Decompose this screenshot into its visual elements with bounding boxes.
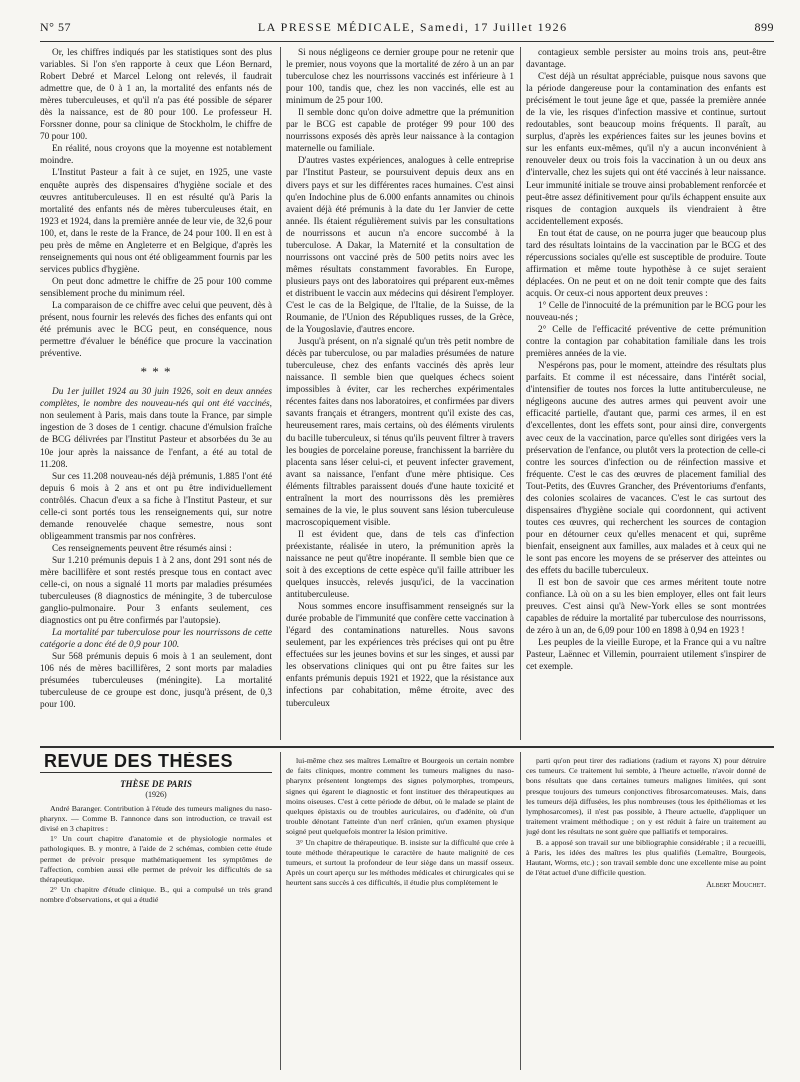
paragraph: L'Institut Pasteur a fait à ce sujet, en 1925, une vaste enquête auprès des dispensaires d'hygiène sociale et des œuvres antituberculeuses. Il en est résulté qu'à Paris la mortalité des enfants nés de mères tuberculeuses était, en 1923 et 1924, dans la première année de leur vie, de 32,6 pour 100, et, dans le reste de la France, de 24 pour 100. Il en est à peu près de même en Angleterre et en Belgique, d'après les renseignements qui nous ont été obligeamment fournis par les services publics d'hygiène. [40,168,272,275]
paragraph: Il est évident que, dans de tels cas d'infection préexistante, réalisée in utero, la prémunition après la naissance ne peut qu'être inopérante. Il semble bien que ce soit à des exceptions de cette espèce qu'il faille attribuer les quelques insuccès, relevés jusqu'ici, de la vaccination antituberculeuse. [286,529,514,601]
section-rule [40,746,774,748]
paragraph: En réalité, nous croyons que la moyenne est notablement moindre. [40,144,272,167]
paragraph [40,386,272,470]
paragraph: Sur 568 prémunis depuis 6 mois à 1 an seulement, dont 106 nés de mères bacillifères, 2 sont morts par maladies présumées tuberculeuses (méningite). La mortalité tuberculeuse de ce groupe est donc, jusqu'à présent, de 0,3 pour 100. [40,652,272,711]
column-divider [520,752,521,1070]
paragraph: B. a apposé son travail sur une bibliographie considérable ; il a recueilli, à Paris, les idées des maîtres les plus qualifiés (Lemaître, Bourgeois, Hautant, Worms, etc.) ; son travail semble donc une excellente mise au point de l'état actuel d'une difficile question. [526,837,766,878]
paragraph: Or, les chiffres indiqués par les statistiques sont des plus variables. Si l'on s'en rapporte à ceux que Léon Bernard, Robert Debré et Marcel Lelong ont relevés, il faudrait admettre que, de 0 à 1 an, la mortalité des enfants nés de mères tuberculeuses, et qu'il n'a pas été possible de séparer dès la naissance, est de 80 pour 100. Le professeur H. Forssner donne, pour sa clinique de Stockholm, le chiffre de 70 pour 100. [40,48,272,143]
paragraph: lui-même chez ses maîtres Lemaître et Bourgeois un certain nombre de faits cliniques, montre comment les tumeurs malignes du naso-pharynx présentent longtemps des signes polymorphes, trompeurs, signes qui égarent le diagnostic et font instituer des thérapeutiques au moins oiseuses. C'est à cette période de début, où le malade se plaint de quelques épistaxis ou de troubles auriculaires, ou d'adénite, où d'un trouble dénotant l'atteinte d'un nerf crânien, qu'un examen physique soigné peut quelquefois montrer la lésion primitive. [286,756,514,837]
paragraph: Sur 1.210 prémunis depuis 1 à 2 ans, dont 291 sont nés de mère bacillifère et sont restés presque tous en contact avec celle-ci, on nous a signalé 11 morts par maladies présumées tuberculeuses (8 diagnostics de méningite, 3 de tuberculose ganglio-pulmonaire. Pour 3 enfants seulement, ces diagnostics ont pu être confirmés par l'autopsie). [40,555,272,627]
thesis-subtitle: THÈSE DE PARIS [120,779,192,790]
paragraph: En tout état de cause, on ne pourra juger que beaucoup plus tard des résultats lointains de la vaccination par le BCG et des répercussions sociales qu'elle est susceptible de produire. Toute affirmation et même toute hypothèse à ce sujet seraient déplacées. On ne peut et on ne doit tenir compte que des faits acquis. Or ceux-ci nous apportent deux preuves : [526,228,766,299]
paragraph: Sur ces 11.208 nouveau-nés déjà prémunis, 1.885 l'ont été depuis 6 mois à 2 ans et ont pu être individuellement contrôlés. Chacun d'eux a sa fiche à l'Institut Pasteur, et sur celle-ci sont portés tous les renseignements qui, sur notre demande renouvelée chaque semestre, nous sont obligeamment transmis par nos confrères. [40,471,272,542]
paragraph: 1° Celle de l'innocuité de la prémunition par le BCG pour les nouveau-nés ; [526,300,766,324]
paragraph: 3° Un chapitre de thérapeutique. B. insiste sur la difficulté que crée à toute méthode thérapeutique le caractère de haute malignité de ces tumeurs, et surtout la profondeur de leur siège dans un massif osseux. Après un court aperçu sur les méthodes médicales et chirurgicales qui se heurtent sans succès à ces difficultés, il étudie plus complètement le [286,837,514,888]
issue-number: N° 57 [40,20,71,34]
theses-column-2 [286,756,514,1070]
paragraph: 1° Un court chapitre d'anatomie et de physiologie normales et pathologiques. B. y montre, à l'aide de 2 schémas, combien cette étude permet de prévoir presque mathématiquement les symptômes de l'affection, combien aussi elle permet de prévoir les difficultés de sa thérapeutique. [40,834,272,885]
article-column-3 [526,47,766,740]
paragraph: Il est bon de savoir que ces armes méritent toute notre confiance. Là où on a su les bien employer, elles ont fait leurs preuves. C'est ainsi qu'à New-York elles se sont montrées capables de réduire la mortalité par tuberculose des nourrissons, de zéro à un an, de 6,09 pour 100 en 1898 à 0,94 en 1923 ! [526,578,766,637]
paragraph: 2° Celle de l'efficacité préventive de cette prémunition contre la contagion par cohabitation familiale dans les trois premières années de la vie. [526,325,766,360]
paragraph-text: non seulement à Paris, mais dans toute la France, par simple ingestion de 3 doses de 1 centigr. chacune d'émulsion fraîche de BCG délivrées par l'Institut Pasteur et absorbées du 3e au 10e jour après la naissance de l'enfant, a été au total de 11.208. [40,411,272,470]
journal-title: LA PRESSE MÉDICALE, Samedi, 17 Juillet 1926 [257,20,568,34]
paragraph-italic: Du 1er juillet 1924 au 30 juin 1926, soit en deux années complètes, le nombre des nouveau-nés qui ont été vaccinés, [40,387,272,410]
theses-column-3 [526,756,766,1070]
column-divider [280,47,281,740]
article-column-2 [286,47,514,740]
paragraph: contagieux semble persister au moins trois ans, peut-être davantage. [526,48,766,71]
section-title: REVUE DES THÈSES [44,752,234,771]
paragraph: D'autres vastes expériences, analogues à celle entreprise par l'Institut Pasteur, se poursuivent depuis deux ans en divers pays et sur les différentes races humaines. C'est ainsi qu'en Indochine plus de 6.000 enfants annamites ou chinois avaient déjà été prémunis à la date du 1er Janvier de cette année. Ils étaient régulièrement suivis par les consultations de nourrissons et aucun n'a encore succombé à la tuberculose. A Dakar, la Maternité et la consultation de nourrissons ont vacciné près de 500 petits noirs avec les mêmes résultats constamment favorables. En Europe, plusieurs pays ont des laboratoires qui préparent eux-mêmes et distribuent le vaccin aux médecins qui désirent l'employer. C'est le cas de la Belgique, de l'Italie, de la Suisse, de la Roumanie, de l'Union des Républiques russes, de la Grèce, de la Yougoslavie, d'autres encore. [286,156,514,336]
paragraph: Nous sommes encore insuffisamment renseignés sur la durée probable de l'immunité que confère cette vaccination à l'égard des contaminations naturelles. Nous savons seulement, par les expériences très précises qui ont pu être effectuées sur les jeunes bovins et sur les singes, et aussi par les observations cliniques qui ont pu être faites sur les enfants prémunis depuis 1921 et 1922, que la résistance aux infections par cohabitation, même étroite, avec des tuberculeux [286,602,514,709]
page-header [40,20,774,38]
paragraph: André Baranger. Contribution à l'étude des tumeurs malignes du naso-pharynx. — Comme B. l'annonce dans son introduction, ce travail est divisé en 3 chapitres : [40,803,272,834]
author-signature: Albert Mouchet. [706,880,766,890]
paragraph: C'est déjà un résultat appréciable, puisque nous savons que la période dangereuse pour la contamination des enfants est précisément le tout jeune âge et que, passée la première année de la vie, les risques d'infection massive et continue, surtout redoutables, sont beaucoup moins fréquents. Il paraît, au surplus, d'après les expériences faites sur les jeunes bovins et sur les enfants eux-mêmes, qu'il n'y a aucun inconvénient à renouveler deux ou trois fois la vaccination à un ou deux ans d'intervalle, chez les sujets qui ont été vaccinés à leur naissance. Leur immunité initiale se trouve ainsi probablement renforcée et peut-être assez définitivement pour qu'ils échappent ensuite aux risques de contagion auxquels ils viendraient à être accidentellement exposés. [526,72,766,227]
paragraph: La mortalité par tuberculose pour les nourrissons de cette catégorie a donc été de 0,9 pour 100. [40,628,272,651]
paragraph: Si nous négligeons ce dernier groupe pour ne retenir que le premier, nous voyons que la mortalité de zéro à un an par tuberculose chez les nourrissons vaccinés est inférieure à 1 pour 100, tandis que, chez les non vaccinés, elle est au minimum de 25 pour 100. [286,48,514,107]
paragraph: N'espérons pas, pour le moment, atteindre des résultats plus parfaits. Et comme il est nécessaire, dans l'intérêt social, d'intensifier de toutes nos forces la lutte antituberculeuse, ne négligeons aucune des autres armes qui peuvent avoir une efficacité partielle, d'autant que, parmi ces armes, il en est d'excellentes, dont les effets sont, pour ainsi dire, convergents avec ceux de la vaccination, parce qu'elles sont dirigées vers la préservation de l'enfance, ou plutôt vers la protection de celle-ci contre les sources d'infection ou de réinfection massive et fréquente. C'est le cas des œuvres de placement familial des Tout-Petits, des Œuvres Grancher, des Préventoriums d'enfants, des colonies scolaires de vacances. C'est le cas surtout des dispensaires d'hygiène sociale qui coordonnent, qui activent toutes ces œuvres, qui recherchent les sources de contagion pour en détourner ceux qu'elles menacent et qui, suprême bienfait, enseignent aux familles, aux malades et à ceux qui ne le sont pas encore les moyens de se préserver des atteintes ou des effets du bacille tuberculeux. [526,361,766,577]
paragraph: On peut donc admettre le chiffre de 25 pour 100 comme sensiblement proche du minimum réel. [40,276,272,299]
paragraph: 2° Un chapitre d'étude clinique. B., qui a compulsé un très grand nombre d'observations, et qui a étudié [40,885,272,905]
article-column-1 [40,47,272,740]
theses-column-1 [40,752,272,1070]
title-rule [40,772,272,773]
paragraph: Il semble donc qu'on doive admettre que la prémunition par le BCG est capable de protéger 99 pour 100 des nourrissons exposés dès après leur naissance à la contagion maternelle ou familiale. [286,108,514,155]
section-separator: * * * [140,364,172,380]
paragraph: Ces renseignements peuvent être résumés ainsi : [52,543,232,554]
paragraph: parti qu'on peut tirer des radiations (radium et rayons X) pour détruire ces tumeurs. Ce traitement lui semble, à l'heure actuelle, n'avoir donné de bons résultats que dans certaines tumeurs malignes limitées, qui sont presque toujours des tumeurs conjonctives fibrosarcomateuses. Mais, dans les tumeurs déjà diffusées, les plus nombreuses (tous les épithéliomas et les lymphosarcomes), il n'est pas possible, à l'heure actuelle, d'appliquer un traitement vraiment méthodique ; on y est réduit à faire un traitement au jugé dont les résultats ne sont guère que palliatifs et temporaires. [526,756,766,837]
header-rule [40,41,774,42]
column-divider [520,47,521,740]
column-divider [280,752,281,1070]
paragraph: La comparaison de ce chiffre avec celui que peuvent, dès à présent, nous fournir les relevés des fiches des enfants qui ont été prémunis avec le BCG peut, en conséquence, nous permettre d'évaluer le bénéfice que procure la vaccination préventive. [40,300,272,360]
page-number: 899 [754,20,774,34]
paragraph: Jusqu'à présent, on n'a signalé qu'un très petit nombre de décès par tuberculose, ou par maladies présumées de nature tuberculeuse, chez des enfants vaccinés dès après leur naissance. Il semble bien que quelques échecs soient impossibles à éviter, car les recherches expérimentales récentes faites dans nos laboratoires, et confirmées par divers savants français et étrangers, montrent qu'il existe des cas, heureusement rares, mais certains, où des éléments virulents du bacille tuberculeux, si ténus qu'ils peuvent filtrer à travers les bougies de porcelaine poreuse, franchissent la barrière du placenta sans léser celui-ci, et peuvent infecter gravement, avant sa naissance, l'enfant d'une mère phtisique. Ces éléments filtrables paraissent doués d'une haute toxicité et entraînent la mort des nourrissons dès les premières semaines de la vie, le plus souvent sans lésion tuberculeuse macroscopiquement visible. [286,337,514,528]
thesis-year: (1926) [145,790,167,800]
paragraph: Les peuples de la vieille Europe, et la France qui a vu naître Pasteur, Laënnec et Villemin, pourraient utilement s'inspirer de cet exemple. [526,638,766,673]
